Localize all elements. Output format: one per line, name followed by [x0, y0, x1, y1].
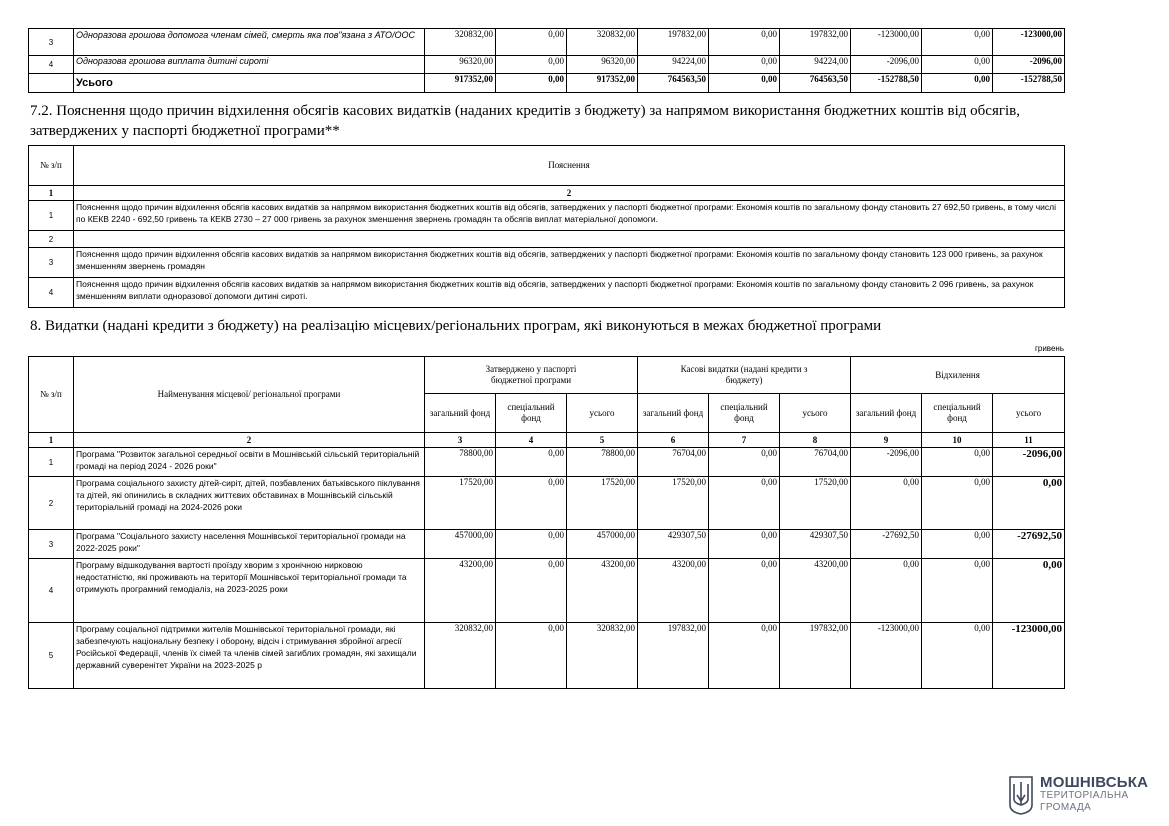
row-number: 2	[29, 477, 74, 530]
cell: 0,00	[851, 559, 922, 623]
cell: 0,00	[922, 74, 993, 93]
section-8-title: 8. Видатки (надані кредити з бюджету) на реалізацію місцевих/регіональних програм, які виконуються в межах бюджетної програми	[30, 318, 882, 334]
column-number: 5	[567, 433, 638, 448]
cell: -27692,50	[993, 530, 1065, 559]
table-row	[29, 530, 1065, 559]
cell: 764563,50	[638, 74, 709, 93]
table-header-row	[29, 146, 1065, 186]
cell: 764563,50	[780, 74, 851, 93]
row-number: 3	[29, 248, 74, 278]
column-header-deviation: Відхилення	[851, 357, 1065, 394]
program-name: Програма соціального захисту дітей-сиріт, дітей, позбавлених батьківського піклування та дітей, які опинились в складних життєвих обставинах в Мошнівській сільській територіальній громаді на 2024-2026 роки	[74, 477, 425, 530]
subheader-general-fund: загальний фонд	[425, 394, 496, 433]
table-row	[29, 201, 1065, 231]
logo-subtitle: ТЕРИТОРІАЛЬНА	[1040, 790, 1129, 801]
row-number: 3	[29, 29, 74, 56]
table-row	[29, 559, 1065, 623]
cell: 197832,00	[638, 29, 709, 56]
column-numbers-row	[29, 186, 1065, 201]
row-number: 4	[29, 56, 74, 74]
cell: 78800,00	[425, 448, 496, 477]
row-number: 5	[29, 623, 74, 689]
cell: 320832,00	[567, 623, 638, 689]
row-number: 4	[29, 559, 74, 623]
cell: 76704,00	[638, 448, 709, 477]
cell: 197832,00	[638, 623, 709, 689]
logo-title: МОШНІВСЬКА	[1040, 774, 1149, 791]
cell: 0,00	[709, 477, 780, 530]
column-number: 6	[638, 433, 709, 448]
program-name: Одноразова грошова виплата дитині сироті	[74, 56, 425, 74]
table-row	[29, 448, 1065, 477]
explanation-text	[74, 231, 1065, 248]
column-number: 8	[780, 433, 851, 448]
row-number: 4	[29, 278, 74, 308]
community-logo	[1008, 774, 1158, 816]
cell: 457000,00	[567, 530, 638, 559]
column-header-program-name: Найменування місцевої/ регіональної програми	[74, 357, 425, 433]
cell: 0,00	[496, 559, 567, 623]
subheader-total: усього	[780, 394, 851, 433]
cell: -2096,00	[993, 56, 1065, 74]
cell: 0,00	[851, 477, 922, 530]
column-number: 4	[496, 433, 567, 448]
column-number: 2	[74, 433, 425, 448]
cell: 0,00	[922, 623, 993, 689]
cell: 457000,00	[425, 530, 496, 559]
cell: 43200,00	[780, 559, 851, 623]
total-row	[29, 74, 1065, 93]
cell: 320832,00	[425, 29, 496, 56]
subheader-special-fund: спеціальний фонд	[496, 394, 567, 433]
subheader-general-fund: загальний фонд	[851, 394, 922, 433]
cell: 0,00	[496, 56, 567, 74]
column-header-approved: Затверджено у паспорті бюджетної програми	[425, 357, 638, 394]
explanation-text: Пояснення щодо причин відхилення обсягів касових видатків за напрямом використання бюджетних коштів від обсягів, затверджених у паспорті бюджетної програми: Економія коштів по загальному фонду становить 123 000 гривень, за рахунок зменшенням звернень громадян	[74, 248, 1065, 278]
cell: 0,00	[993, 477, 1065, 530]
row-number: 1	[29, 448, 74, 477]
cell: 0,00	[709, 29, 780, 56]
cell: -152788,50	[851, 74, 922, 93]
cell: 0,00	[709, 623, 780, 689]
table-row	[29, 278, 1065, 308]
column-number: 1	[29, 433, 74, 448]
cell: 0,00	[922, 56, 993, 74]
cell: 320832,00	[425, 623, 496, 689]
cell: 96320,00	[567, 56, 638, 74]
cell: 96320,00	[425, 56, 496, 74]
column-header-number: № з/п	[29, 357, 74, 433]
column-number: 7	[709, 433, 780, 448]
column-number: 3	[425, 433, 496, 448]
cell: 76704,00	[780, 448, 851, 477]
cell: 429307,50	[638, 530, 709, 559]
explanations-table	[28, 145, 1065, 308]
cell: -123000,00	[993, 29, 1065, 56]
table-row	[29, 231, 1065, 248]
cell: -2096,00	[851, 56, 922, 74]
row-number: 3	[29, 530, 74, 559]
subheader-special-fund: спеціальний фонд	[709, 394, 780, 433]
cell: 917352,00	[567, 74, 638, 93]
table-row	[29, 623, 1065, 689]
program-name: Програму відшкодування вартості проїзду хворим з хронічною нирковою недостатністю, які проживають на території Мошнівської територіальної громади та отримують програмний гемодіаліз, на 2023-2025 роки	[74, 559, 425, 623]
cell: 0,00	[496, 448, 567, 477]
trident-icon	[1008, 775, 1034, 815]
cell: 0,00	[993, 559, 1065, 623]
currency-unit: гривень	[1034, 344, 1064, 353]
cell: 0,00	[922, 29, 993, 56]
program-name: Програма "Розвиток загальної середньої освіти в Мошнівській сільській територіальній громаді на період 2024 - 2026 роки"	[74, 448, 425, 477]
cell: 0,00	[922, 530, 993, 559]
column-numbers-row	[29, 433, 1065, 448]
cell: 0,00	[709, 448, 780, 477]
cell: 17520,00	[780, 477, 851, 530]
cell: 429307,50	[780, 530, 851, 559]
column-number: 2	[74, 186, 1065, 201]
logo-subtitle-2: ГРОМАДА	[1040, 802, 1092, 813]
cell: 43200,00	[567, 559, 638, 623]
column-header-number: № з/п	[29, 146, 74, 186]
cell: -2096,00	[851, 448, 922, 477]
cell: 0,00	[496, 74, 567, 93]
cell: 0,00	[496, 29, 567, 56]
table-row	[29, 29, 1065, 56]
table-row	[29, 248, 1065, 278]
cell: -2096,00	[993, 448, 1065, 477]
cell: 0,00	[922, 477, 993, 530]
program-name: Одноразова грошова допомога членам сімей, смерть яка пов"язана з АТО/ООС	[74, 29, 425, 56]
cell: 0,00	[709, 559, 780, 623]
section-7-2-title: 7.2. Пояснення щодо причин відхилення обсягів касових видатків (наданих кредитів з бюджету) за напрямом використання бюджетних коштів від обсягів, затверджених у паспорті бюджетної програми**	[30, 103, 1020, 139]
cell: 94224,00	[638, 56, 709, 74]
row-number: 2	[29, 231, 74, 248]
subheader-special-fund: спеціальний фонд	[922, 394, 993, 433]
cell: -123000,00	[851, 29, 922, 56]
column-number: 1	[29, 186, 74, 201]
column-number: 9	[851, 433, 922, 448]
table-header-row	[29, 357, 1065, 394]
cell: 0,00	[709, 74, 780, 93]
cell: 0,00	[496, 477, 567, 530]
subheader-general-fund: загальний фонд	[638, 394, 709, 433]
subheader-total: усього	[567, 394, 638, 433]
cell: 17520,00	[425, 477, 496, 530]
cell: 0,00	[922, 559, 993, 623]
cell: 917352,00	[425, 74, 496, 93]
cell: 0,00	[922, 448, 993, 477]
cell: 94224,00	[780, 56, 851, 74]
program-name: Програму соціальної підтримки жителів Мошнівської територіальної громади, які забезпечують національну безпеку і оборону, відсіч і стримування збройної агресії Російської Федерації, членів їх сімей та членів сімей загиблих громадян, які захищали державний суверенітет України на 2023-2025 р	[74, 623, 425, 689]
programs-table	[28, 356, 1065, 689]
cell: 17520,00	[567, 477, 638, 530]
program-name: Програма "Соціального захисту населення Мошнівської територіальної громади на 2022-2025 роки"	[74, 530, 425, 559]
cell: 17520,00	[638, 477, 709, 530]
column-header-cash: Касові видатки (надані кредити з бюджету)	[638, 357, 851, 394]
cell: 320832,00	[567, 29, 638, 56]
cell: -152788,50	[993, 74, 1065, 93]
table-row	[29, 477, 1065, 530]
cell: -27692,50	[851, 530, 922, 559]
cell: -123000,00	[993, 623, 1065, 689]
cell: 197832,00	[780, 623, 851, 689]
column-header-explanation: Пояснення	[74, 146, 1065, 186]
top-budget-table	[28, 28, 1065, 93]
cell: 0,00	[496, 530, 567, 559]
cell: 43200,00	[425, 559, 496, 623]
total-label: Усього	[74, 74, 425, 93]
cell: 0,00	[709, 56, 780, 74]
column-number: 11	[993, 433, 1065, 448]
cell: -123000,00	[851, 623, 922, 689]
cell: 0,00	[709, 530, 780, 559]
cell: 0,00	[496, 623, 567, 689]
cell: 78800,00	[567, 448, 638, 477]
explanation-text: Пояснення щодо причин відхилення обсягів касових видатків за напрямом використання бюджетних коштів від обсягів, затверджених у паспорті бюджетної програми: Економія коштів по загальному фонду становить 2 096 гривень, за рахунок зменшенням виплати одноразової допомоги дитині сироті.	[74, 278, 1065, 308]
cell: 197832,00	[780, 29, 851, 56]
table-row	[29, 56, 1065, 74]
column-number: 10	[922, 433, 993, 448]
row-number: 1	[29, 201, 74, 231]
subheader-total: усього	[993, 394, 1065, 433]
cell: 43200,00	[638, 559, 709, 623]
explanation-text: Пояснення щодо причин відхилення обсягів касових видатків за напрямом використання бюджетних коштів від обсягів, затверджених у паспорті бюджетної програми: Економія коштів по загальному фонду становить 27 692,50 гривень, в тому числі по КЕКВ 2240 - 692,50 гривень та КЕКВ 2730 – 27 000 гривень за рахунок зменшення звернень громадян та обсягів виплат матеріальної допомоги.	[74, 201, 1065, 231]
